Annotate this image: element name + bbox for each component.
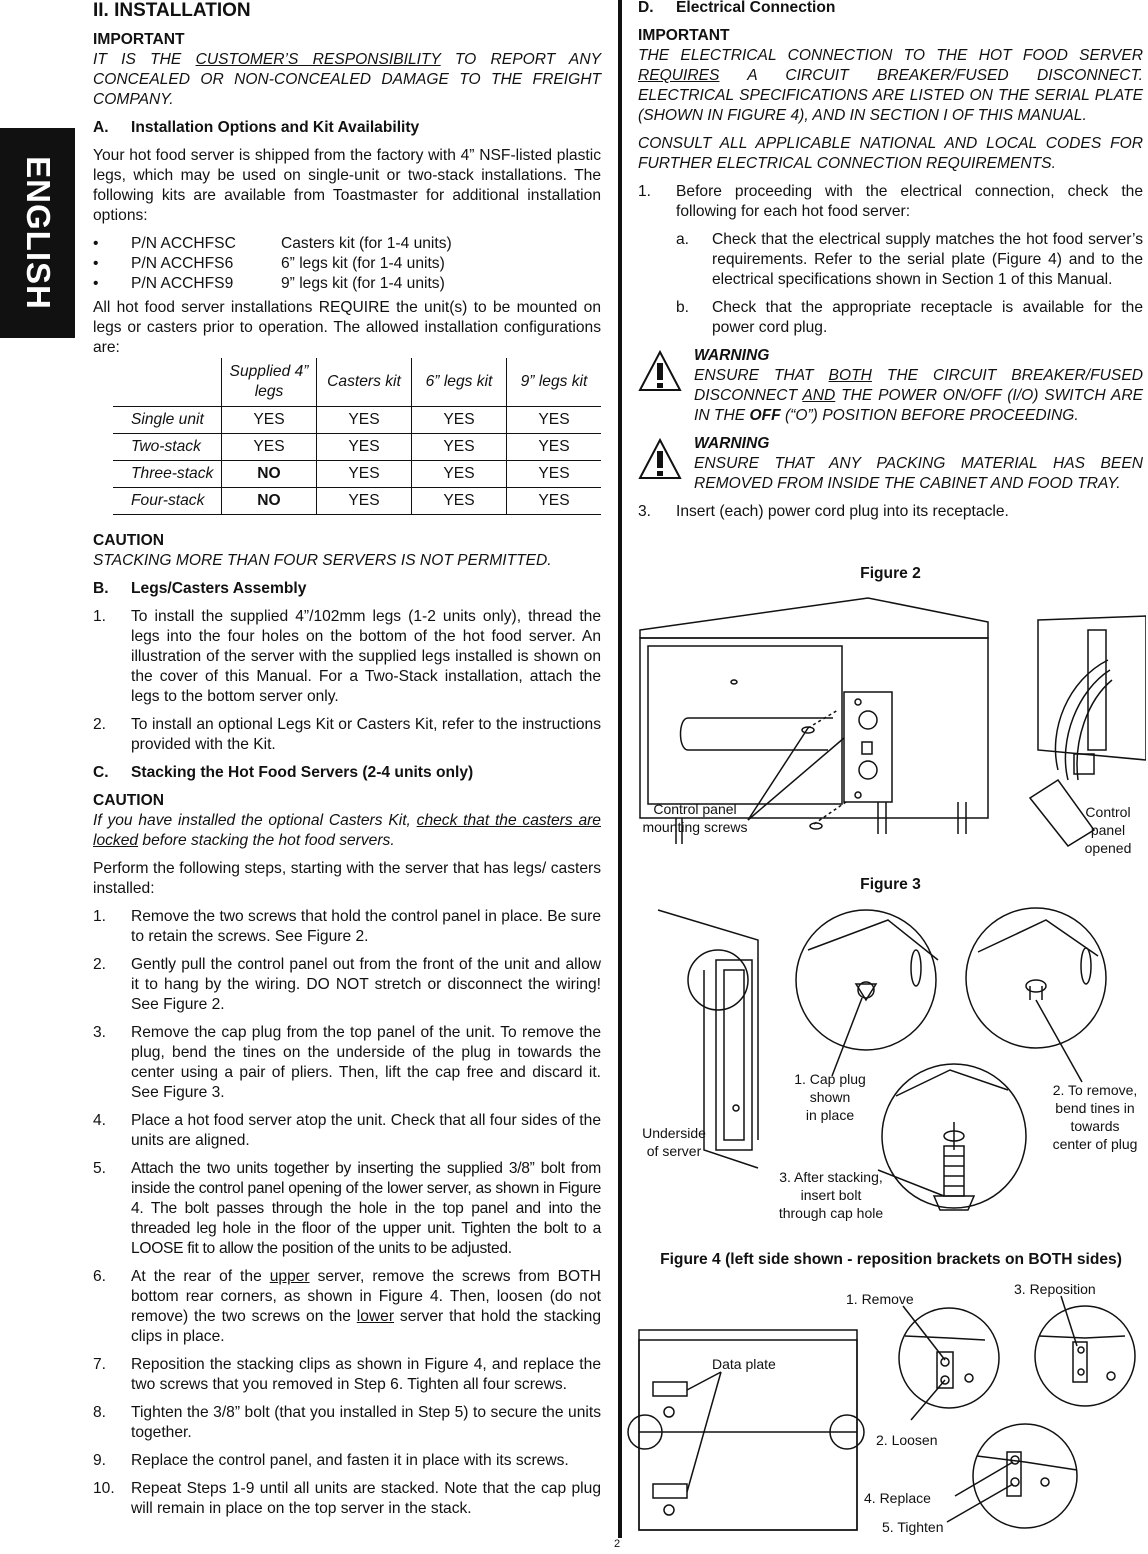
list-item: 5. Attach the two units together by inserting the supplied 3/8” bolt from inside the control panel opening of the lower server, as shown in Figure 4. The bolt passes through the hole in the top panel and into the threaded leg hole in the floor of the upper unit. Tighten the bolt to a LOOSE fit to allow the position of the units to be adjusted. (93, 1160, 601, 1257)
table-header: 9” legs kit (507, 358, 602, 407)
list-item: a. Check that the electrical supply matches the hot food server’s requirements. Refer to the serial plate (Figure 4) and to the electrical specifications shown in Section 1 of this Manual. (676, 231, 1143, 288)
language-label: ENGLISH (19, 156, 57, 310)
list-item: • P/N ACCHFS6 6” legs kit (for 1-4 units) (93, 255, 445, 272)
list-item: 4. Place a hot food server atop the unit. Check that all four sides of the units are aligned. (93, 1112, 601, 1149)
warning-block (638, 434, 1143, 494)
figure-3-label-underside: Underside of server (642, 1125, 706, 1159)
list-item: 1. Remove the two screws that hold the control panel in place. Be sure to retain the screws. See Figure 2. (93, 908, 601, 945)
list-item: 1. To install the supplied 4”/102mm legs (1-2 units only), thread the legs into the four holes on the bottom of the hot food server. An illustration of the server with the supplied legs installed is shown on the cover of this Manual. For a Two-Stack installation, attach the legs to the bottom server only. (93, 608, 601, 705)
caution-text: STACKING MORE THAN FOUR SERVERS IS NOT PERMITTED. (93, 552, 552, 569)
list-item: 3. Remove the cap plug from the top panel of the unit. To remove the plug, bend the tines on the underside of the plug in towards the center using a pair of pliers. Then, lift the cap free and discard it. See Figure 3. (93, 1024, 601, 1101)
list-item: 2. To install an optional Legs Kit or Casters Kit, refer to the instructions provided with the Kit. (93, 716, 601, 753)
important-label: IMPORTANT (93, 31, 185, 48)
section-title: II. INSTALLATION (93, 0, 251, 21)
section-d-heading: D. Electrical Connection (638, 0, 836, 16)
warning-icon (638, 346, 694, 426)
section-a-paragraph: Your hot food server is shipped from the factory with 4” NSF-listed plastic legs, which may be used on single-unit or two-stack installations. The following kits are available from Toastmaster for additional installation options: (93, 147, 601, 224)
warning-text: ENSURE THAT BOTH THE CIRCUIT BREAKER/FUSED DISCONNECT AND THE POWER ON/OFF (I/O) SWITCH ARE IN THE OFF (“O”) POSITION BEFORE PROCEEDING. (694, 367, 1143, 424)
list-item: 7. Reposition the stacking clips as shown in Figure 4, and replace the two screws that you removed in Step 6. Tighten all four screws. (93, 1356, 601, 1393)
table-header: 6” legs kit (412, 358, 507, 407)
figure-4-label-loosen: 2. Loosen (876, 1432, 938, 1448)
figure-4-label-tighten: 5. Tighten (882, 1519, 944, 1535)
configuration-table (113, 358, 601, 515)
table-row: Four-stack NO YES YES YES (113, 488, 601, 515)
section-c-heading: C. Stacking the Hot Food Servers (2-4 units only) (93, 764, 474, 781)
warning-label: WARNING (694, 435, 770, 452)
caution-label: CAUTION (93, 792, 165, 809)
figure-3-label-to-remove: 2. To remove, bend tines in towards center of plug (1052, 1082, 1138, 1152)
warning-text: ENSURE THAT ANY PACKING MATERIAL HAS BEEN REMOVED FROM INSIDE THE CABINET AND FOOD TRAY. (694, 455, 1143, 492)
list-item: 9. Replace the control panel, and fasten it in place with its screws. (93, 1452, 569, 1469)
table-row: Single unit YES YES YES YES (113, 407, 601, 434)
figure-2-title: Figure 2 (860, 565, 921, 582)
table-header: Casters kit (317, 358, 412, 407)
right-column (638, 0, 1143, 522)
page-number: 2 (614, 1538, 621, 1550)
column-divider (618, 0, 622, 1538)
section-a-paragraph-2: All hot food server installations REQUIRE the unit(s) to be mounted on legs or casters prior to operation. The allowed installation configurations are: (93, 299, 601, 356)
table-row: Two-stack YES YES YES YES (113, 434, 601, 461)
important-text: THE ELECTRICAL CONNECTION TO THE HOT FOOD SERVER REQUIRES A CIRCUIT BREAKER/FUSED DISCONNECT. ELECTRICAL SPECIFICATIONS ARE LISTED ON THE SERIAL PLATE (SHOWN IN FIGURE 4), AND IN SECTION I OF THIS MANUAL. (638, 47, 1143, 124)
figure-4-label-reposition: 3. Reposition (1014, 1281, 1096, 1297)
figure-2-label-screws: Control panel mounting screws (642, 801, 748, 835)
figure-4-title: Figure 4 (left side shown - reposition brackets on BOTH sides) (660, 1251, 1122, 1268)
caution-text: If you have installed the optional Casters Kit, check that the casters are locked before stacking the hot food servers. (93, 812, 601, 849)
left-column (93, 0, 601, 1519)
list-item: 2. Gently pull the control panel out from the front of the unit and allow it to hang by the wiring. DO NOT stretch or disconnect the wiring! See Figure 2. (93, 956, 601, 1013)
list-item: 1. Before proceeding with the electrical connection, check the following for each hot food server: (638, 183, 1143, 220)
consult-text: CONSULT ALL APPLICABLE NATIONAL AND LOCAL CODES FOR FURTHER ELECTRICAL CONNECTION REQUIREMENTS. (638, 135, 1143, 172)
figure-4-label-data-plate: Data plate (712, 1356, 776, 1372)
list-item: 6. At the rear of the upper server, remove the screws from BOTH bottom rear corners, as shown in Figure 4. Then, loosen (do not remove) the two screws on the lower server that hold the stacking clips in place. (93, 1268, 601, 1345)
kit-list (93, 234, 601, 294)
warning-label: WARNING (694, 347, 770, 364)
list-item: b. Check that the appropriate receptacle is available for the power cord plug. (676, 299, 1143, 336)
caution-label: CAUTION (93, 532, 165, 549)
warning-icon (638, 434, 694, 494)
warning-block (638, 346, 1143, 426)
list-item: • P/N ACCHFS9 9” legs kit (for 1-4 units) (93, 275, 445, 292)
figure-2-label-opened: Control panel opened (1084, 804, 1132, 856)
list-item: 8. Tighten the 3/8” bolt (that you installed in Step 5) to secure the units together. (93, 1404, 601, 1441)
language-side-tab (0, 128, 75, 338)
important-text: IT IS THE CUSTOMER’S RESPONSIBILITY TO REPORT ANY CONCEALED OR NON-CONCEALED DAMAGE TO THE FREIGHT COMPANY. (93, 51, 601, 108)
list-item: 10. Repeat Steps 1-9 until all units are stacked. Note that the cap plug will remain in place on the top server in the stack. (93, 1480, 601, 1517)
table-header: Supplied 4” legs (222, 358, 317, 407)
figure-3-label-after-stacking: 3. After stacking, insert bolt through cap hole (778, 1169, 884, 1221)
figure-4-label-replace: 4. Replace (864, 1490, 931, 1506)
figure-4-label-remove: 1. Remove (846, 1291, 914, 1307)
section-a-heading: A. Installation Options and Kit Availability (93, 119, 420, 136)
list-item: • P/N ACCHFSC Casters kit (for 1-4 units) (93, 235, 452, 252)
figure-3-title: Figure 3 (860, 876, 921, 893)
table-header-row (113, 358, 601, 407)
important-label: IMPORTANT (638, 27, 730, 44)
figure-3-label-cap-plug: 1. Cap plug shown in place (794, 1071, 866, 1123)
list-item: 3. Insert (each) power cord plug into its receptacle. (638, 503, 1009, 520)
table-row: Three-stack NO YES YES YES (113, 461, 601, 488)
section-c-paragraph: Perform the following steps, starting with the server that has legs/ casters installed: (93, 860, 601, 897)
section-b-heading: B. Legs/Casters Assembly (93, 580, 307, 597)
